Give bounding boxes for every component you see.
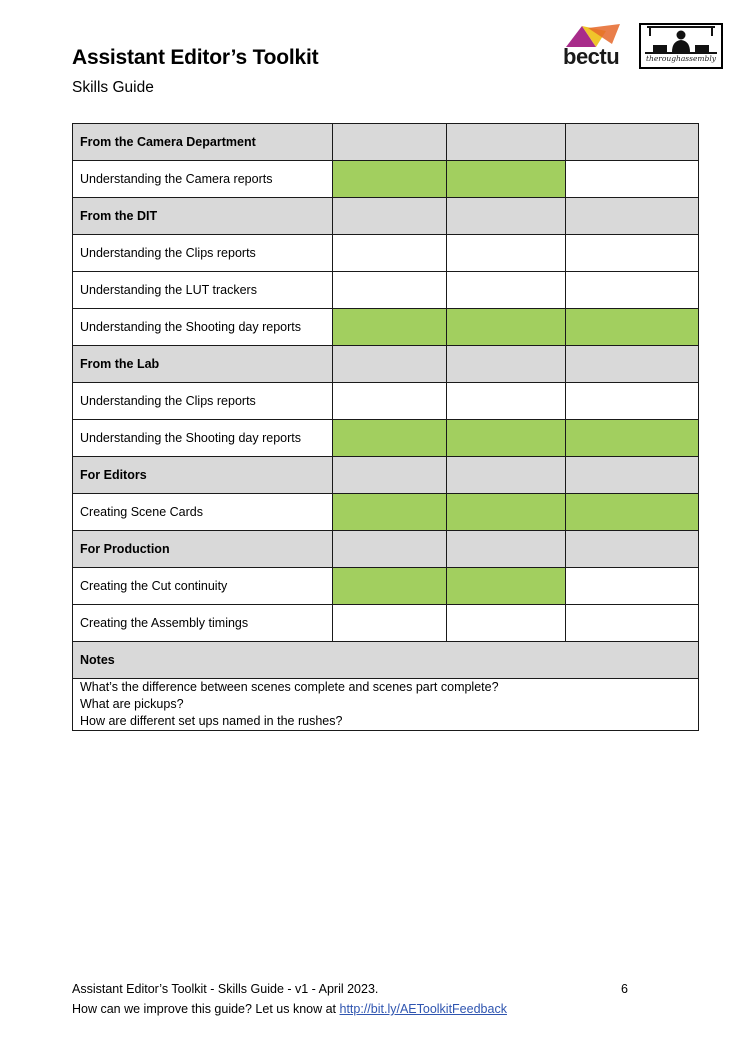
skill-label: Understanding the Shooting day reports xyxy=(73,420,333,457)
skill-label: Understanding the Shooting day reports xyxy=(73,309,333,346)
rating-cell-white xyxy=(333,272,447,309)
skills-table xyxy=(72,123,699,731)
rating-cell-grey xyxy=(447,198,566,235)
rating-cell-green xyxy=(333,309,447,346)
section-row xyxy=(73,198,699,235)
rating-cell-grey xyxy=(333,531,447,568)
rating-cell-green xyxy=(447,494,566,531)
rating-cell-green xyxy=(447,420,566,457)
skill-row xyxy=(73,383,699,420)
rating-cell-white xyxy=(447,272,566,309)
section-label: For Production xyxy=(73,531,333,568)
rating-cell-white xyxy=(566,161,699,198)
skill-label: Creating the Assembly timings xyxy=(73,605,333,642)
rating-cell-grey xyxy=(566,531,699,568)
section-label: For Editors xyxy=(73,457,333,494)
skill-label: Understanding the Clips reports xyxy=(73,235,333,272)
rating-cell-white xyxy=(333,605,447,642)
section-row xyxy=(73,124,699,161)
rating-cell-white xyxy=(333,383,447,420)
rating-cell-white xyxy=(566,383,699,420)
rating-cell-green xyxy=(566,420,699,457)
rating-cell-white xyxy=(566,568,699,605)
section-row xyxy=(73,531,699,568)
rating-cell-green xyxy=(566,309,699,346)
rating-cell-green xyxy=(566,494,699,531)
editor-silhouette-icon xyxy=(641,25,721,55)
rating-cell-white xyxy=(333,235,447,272)
rating-cell-grey xyxy=(447,124,566,161)
footer-version: Assistant Editor’s Toolkit - Skills Guide - v1 - April 2023. xyxy=(72,982,379,996)
rating-cell-white xyxy=(566,272,699,309)
rating-cell-white xyxy=(447,383,566,420)
note-line: How are different set ups named in the rushes? xyxy=(80,714,343,728)
skill-row xyxy=(73,272,699,309)
skill-row xyxy=(73,235,699,272)
rating-cell-white xyxy=(566,235,699,272)
notes-body xyxy=(73,679,699,731)
note-line: What’s the difference between scenes complete and scenes part complete? xyxy=(80,680,499,694)
note-line: What are pickups? xyxy=(80,697,184,711)
page-number: 6 xyxy=(621,982,628,996)
bectu-logo xyxy=(562,22,626,68)
rating-cell-white xyxy=(566,605,699,642)
section-label: From the DIT xyxy=(73,198,333,235)
notes-body-row xyxy=(73,679,699,731)
section-row xyxy=(73,457,699,494)
footer-feedback-text: How can we improve this guide? Let us know at xyxy=(72,1002,340,1016)
rating-cell-grey xyxy=(447,346,566,383)
rating-cell-white xyxy=(447,235,566,272)
rating-cell-grey xyxy=(447,457,566,494)
skill-label: Creating the Cut continuity xyxy=(73,568,333,605)
rating-cell-grey xyxy=(333,124,447,161)
the-rough-assembly-text: theroughassembly xyxy=(645,54,716,63)
rating-cell-white xyxy=(447,605,566,642)
footer-feedback xyxy=(72,999,507,1019)
rating-cell-grey xyxy=(333,346,447,383)
footer xyxy=(72,979,507,1019)
notes-heading: Notes xyxy=(73,642,699,679)
skill-row xyxy=(73,605,699,642)
skill-row xyxy=(73,161,699,198)
page-subtitle: Skills Guide xyxy=(72,79,154,96)
skill-row xyxy=(73,309,699,346)
rating-cell-green xyxy=(447,568,566,605)
feedback-link[interactable]: http://bit.ly/AEToolkitFeedback xyxy=(339,1002,507,1016)
bectu-logo-text: bectu xyxy=(563,44,620,69)
rating-cell-grey xyxy=(333,198,447,235)
rating-cell-green xyxy=(333,420,447,457)
rating-cell-grey xyxy=(566,457,699,494)
rating-cell-grey xyxy=(566,198,699,235)
page-title: Assistant Editor’s Toolkit xyxy=(72,46,319,69)
skill-label: Understanding the Clips reports xyxy=(73,383,333,420)
skill-row xyxy=(73,420,699,457)
skill-label: Understanding the Camera reports xyxy=(73,161,333,198)
rating-cell-grey xyxy=(333,457,447,494)
skill-row xyxy=(73,494,699,531)
rating-cell-green xyxy=(333,161,447,198)
section-label: From the Lab xyxy=(73,346,333,383)
section-label: From the Camera Department xyxy=(73,124,333,161)
rating-cell-grey xyxy=(447,531,566,568)
rating-cell-grey xyxy=(566,124,699,161)
rating-cell-grey xyxy=(566,346,699,383)
skill-label: Creating Scene Cards xyxy=(73,494,333,531)
skill-label: Understanding the LUT trackers xyxy=(73,272,333,309)
the-rough-assembly-logo xyxy=(639,23,723,69)
rating-cell-green xyxy=(447,161,566,198)
rating-cell-green xyxy=(447,309,566,346)
rating-cell-green xyxy=(333,568,447,605)
rating-cell-green xyxy=(333,494,447,531)
skill-row xyxy=(73,568,699,605)
section-row xyxy=(73,346,699,383)
notes-heading-row xyxy=(73,642,699,679)
